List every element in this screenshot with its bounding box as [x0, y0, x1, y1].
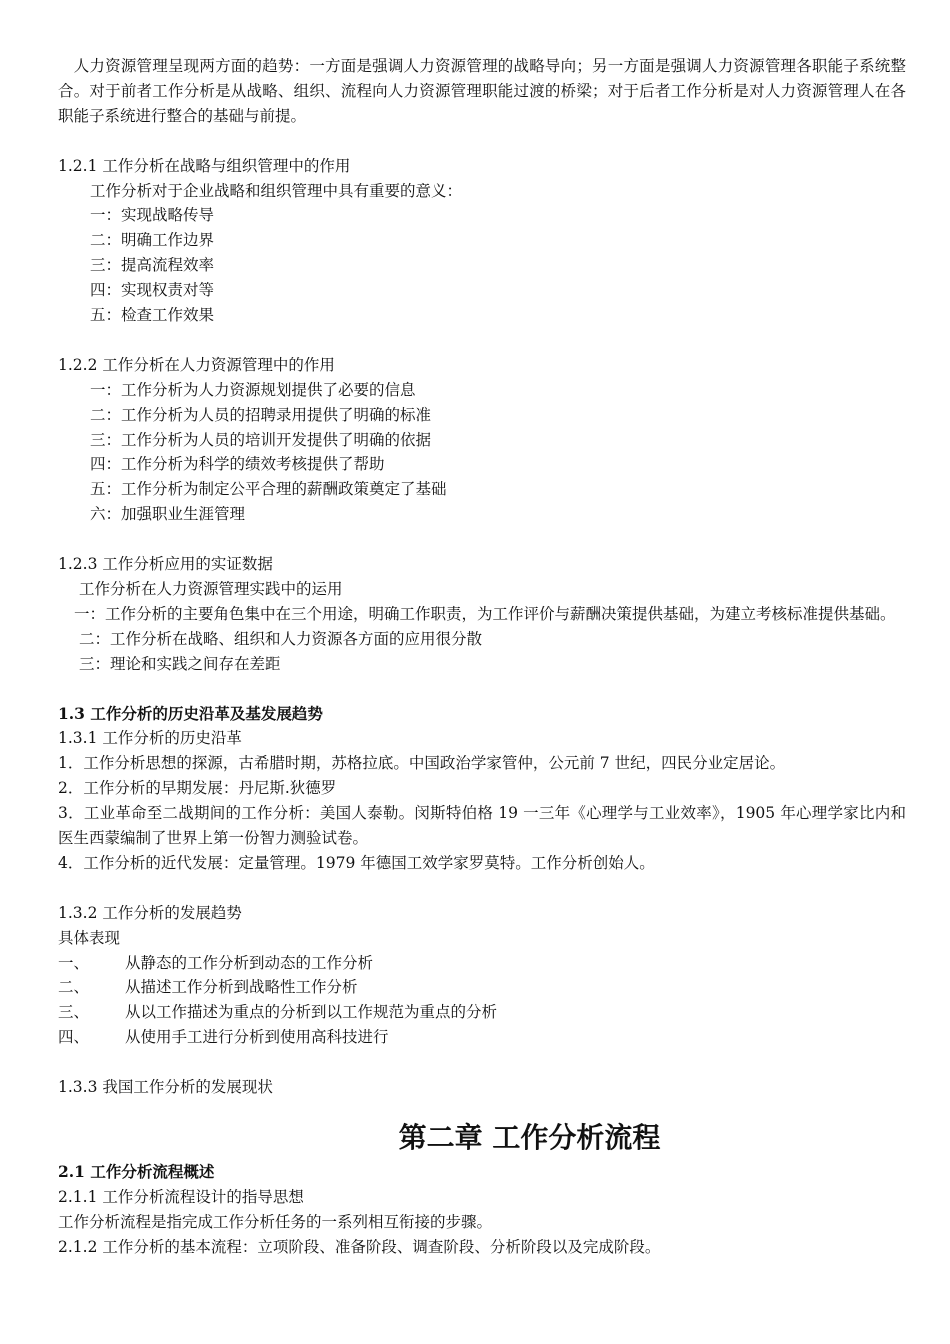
list-item: 四：工作分析为科学的绩效考核提供了帮助 — [90, 455, 385, 474]
list-item: 三：理论和实践之间存在差距 — [79, 654, 281, 673]
section-1-2-1-lead: 工作分析对于企业战略和组织管理中具有重要的意义： — [90, 181, 463, 200]
trend-text: 从描述工作分析到战略性工作分析 — [125, 978, 358, 997]
list-item: 四：实现权责对等 — [90, 281, 215, 300]
list-item: 六：加强职业生涯管理 — [90, 505, 246, 524]
section-1-3-3-heading: 1.3.3 我国工作分析的发展现状 — [58, 1078, 273, 1097]
trend-text: 从以工作描述为重点的分析到以工作规范为重点的分析 — [125, 1003, 498, 1022]
definition-paragraph: 工作分析流程是指完成工作分析任务的一系列相互衔接的步骤。 — [58, 1212, 493, 1231]
intro-paragraph: 人力资源管理呈现两方面的趋势：一方面是强调人力资源管理的战略导向；另一方面是强调人力资源管理各职能子系统整合。对于前者工作分析是从战略、组织、流程向人力资源管理职能过渡的桥梁；对于后者工作分析是对人力资源管理人在各职能子系统进行整合的基础与前提。 — [58, 57, 906, 125]
section-1-2-3-lead: 工作分析在人力资源管理实践中的运用 — [79, 579, 343, 598]
section-1-3-2-lead: 具体表现 — [58, 928, 121, 947]
list-item: 一：工作分析为人力资源规划提供了必要的信息 — [90, 380, 416, 399]
chapter-title: 第二章 工作分析流程 — [398, 1120, 661, 1154]
list-item: 三：提高流程效率 — [90, 256, 215, 275]
list-item: 二：明确工作边界 — [90, 231, 215, 250]
list-item: 二：工作分析为人员的招聘录用提供了明确的标准 — [90, 405, 432, 424]
history-item: 2．工作分析的早期发展：丹尼斯.狄德罗 — [58, 779, 337, 798]
section-2-1-heading: 2.1 工作分析流程概述 — [58, 1161, 215, 1181]
trend-item — [58, 975, 906, 1000]
list-item: 五：工作分析为制定公平合理的薪酬政策奠定了基础 — [90, 480, 447, 499]
list-item: 一：工作分析的主要角色集中在三个用途，明确工作职责，为工作评价与薪酬决策提供基础，为建立考核标准提供基础。 — [74, 604, 896, 623]
section-1-3-1-heading: 1.3.1 工作分析的历史沿革 — [58, 729, 242, 748]
list-item: 一：实现战略传导 — [90, 206, 215, 225]
history-item: 3．工业革命至二战期间的工作分析：美国人泰勒。闵斯特伯格 19 一三年《心理学与工业效率》，1905 年心理学家比内和医生西蒙编制了世界上第一份智力测验试卷。 — [58, 804, 906, 848]
section-1-2-3-heading: 1.2.3 工作分析应用的实证数据 — [58, 555, 273, 574]
list-item: 二：工作分析在战略、组织和人力资源各方面的应用很分散 — [79, 629, 483, 648]
trend-item — [58, 1025, 906, 1050]
list-item: 三：工作分析为人员的培训开发提供了明确的依据 — [90, 430, 432, 449]
section-1-2-1-heading: 1.2.1 工作分析在战略与组织管理中的作用 — [58, 156, 351, 175]
trend-item — [58, 1000, 906, 1025]
section-1-3-heading: 1.3 工作分析的历史沿革及基发展趋势 — [58, 703, 323, 723]
trend-number: 四、 — [58, 1028, 90, 1047]
trend-number: 一、 — [58, 953, 90, 972]
trend-number: 三、 — [58, 1003, 90, 1022]
list-item: 五：检查工作效果 — [90, 306, 215, 325]
trend-text: 从使用手工进行分析到使用高科技进行 — [125, 1028, 389, 1047]
document-page — [58, 54, 906, 1260]
trend-text: 从静态的工作分析到动态的工作分析 — [125, 953, 374, 972]
trend-item — [58, 951, 906, 976]
section-2-1-1-heading: 2.1.1 工作分析流程设计的指导思想 — [58, 1187, 304, 1206]
history-item: 1．工作分析思想的探源，古希腊时期，苏格拉底。中国政治学家管仲，公元前 7 世纪，四民分业定居论。 — [58, 754, 786, 773]
history-item: 4．工作分析的近代发展：定量管理。1979 年德国工效学家罗莫特。工作分析创始人。 — [58, 853, 655, 872]
section-1-2-2-heading: 1.2.2 工作分析在人力资源管理中的作用 — [58, 355, 335, 374]
trend-number: 二、 — [58, 978, 90, 997]
section-1-3-2-heading: 1.3.2 工作分析的发展趋势 — [58, 903, 242, 922]
section-2-1-2-paragraph: 2.1.2 工作分析的基本流程：立项阶段、准备阶段、调查阶段、分析阶段以及完成阶段。 — [58, 1237, 661, 1256]
